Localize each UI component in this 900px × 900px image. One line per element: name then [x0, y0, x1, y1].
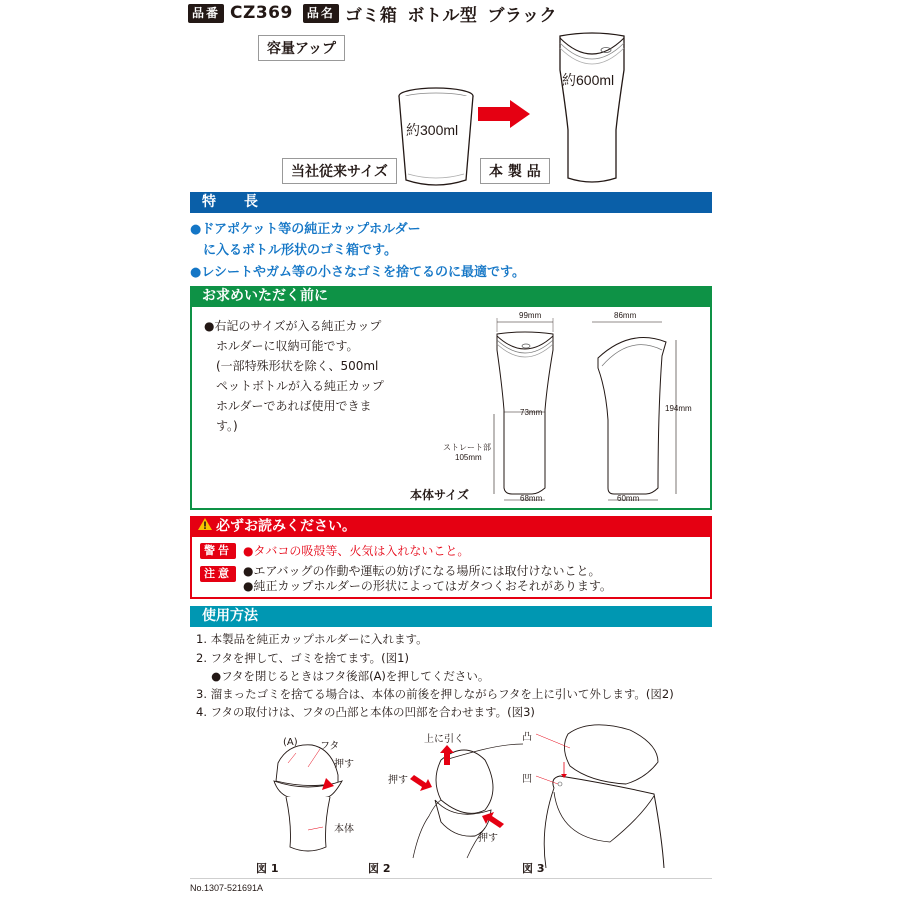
fig3-annotation-convex: 凸	[522, 732, 532, 743]
fig2-annotation-push-right: 押す	[478, 833, 498, 844]
caution-line-1: ●エアバッグの作動や運転の妨げになる場所には取付けないこと。	[243, 564, 601, 578]
feature-line-2: に入るボトル形状のゴミ箱です。	[190, 243, 397, 258]
figure-1-label: 図 1	[256, 862, 279, 875]
dim-front-top: 99mm	[519, 311, 542, 320]
notice-heading-text: 必ずお読みください。	[216, 518, 356, 535]
usage-header: 使用方法	[190, 606, 712, 627]
usage-step-2: 2. フタを押して、ゴミを捨てます。(図1)	[196, 651, 409, 665]
new-bottle-illustration	[556, 30, 628, 186]
product-title	[188, 2, 561, 24]
dim-front-mid: 73mm	[520, 408, 543, 417]
product-name-1: ゴミ箱	[344, 5, 398, 26]
purchase-note-line: ホルダーであれば使用できま	[204, 399, 372, 413]
fig1-annotation-body: 本体	[334, 824, 354, 835]
figure-2-label: 図 2	[368, 862, 391, 875]
fig1-annotation-a: (A)	[283, 737, 298, 748]
body-size-caption: 本体サイズ	[410, 488, 470, 502]
dim-side-bottom: 60mm	[617, 494, 640, 503]
fig2-annotation-push-left: 押す	[388, 775, 408, 786]
usage-step-3: 3. 溜まったゴミを捨てる場合は、本体の前後を押しながらフタを上に引いて外します。(図2)	[196, 687, 674, 701]
purchase-notes	[204, 316, 384, 436]
figure-3-illustration	[530, 718, 680, 868]
push-arrow-icon	[482, 812, 504, 830]
usage-step-4: 4. フタの取付けは、フタの凸部と本体の凹部を合わせます。(図3)	[196, 705, 535, 719]
purchase-note-line: ペットボトルが入る純正カップ	[204, 379, 384, 393]
new-product-label: 本 製 品	[480, 158, 550, 184]
figure-2-illustration	[405, 740, 525, 860]
warning-text: ●タバコの吸殻等、火気は入れないこと。	[243, 544, 470, 558]
feature-line-1: ●ドアポケット等の純正カップホルダー	[190, 222, 421, 237]
usage-step-1: 1. 本製品を純正カップホルダーに入れます。	[196, 632, 428, 646]
usage-step-2-note: ●フタを閉じるときはフタ後部(A)を押してください。	[196, 669, 490, 683]
purchase-note-line: ●右記のサイズが入る純正カップ	[204, 319, 382, 333]
dim-side-top: 86mm	[614, 311, 637, 320]
caution-line-2: ●純正カップホルダーの形状によってはガタつくおそれがあります。	[243, 579, 612, 593]
code-tag: 品番	[188, 4, 224, 23]
arrow-right-icon	[478, 100, 530, 128]
purchase-note-line: ホルダーに収納可能です。	[204, 339, 359, 353]
warning-triangle-icon	[198, 516, 212, 537]
fig3-annotation-concave: 凹	[522, 774, 532, 785]
push-arrow-icon	[320, 772, 340, 792]
product-name-2: ボトル型	[407, 5, 478, 26]
fig1-annotation-lid: フタ	[320, 741, 340, 752]
features-header: 特 長	[190, 192, 712, 213]
document-number: No.1307-521691A	[190, 883, 264, 893]
product-code: CZ369	[230, 3, 293, 23]
dim-straight-label: ストレート部	[443, 443, 491, 452]
capacity-up-label: 容量アップ	[258, 35, 345, 61]
notice-header	[190, 516, 712, 537]
purchase-note-line: す。)	[204, 419, 238, 433]
old-volume: 約300ml	[406, 122, 459, 138]
feature-line-3: ●レシートやガム等の小さなゴミを捨てるのに最適です。	[190, 265, 525, 280]
figure-3-label: 図 3	[522, 862, 545, 875]
warning-badge: 警告	[200, 543, 236, 559]
dim-height: 194mm	[665, 404, 692, 413]
footer-divider	[190, 878, 712, 879]
old-size-label: 当社従来サイズ	[282, 158, 397, 184]
push-arrow-icon	[410, 773, 432, 791]
new-volume: 約600ml	[562, 72, 615, 88]
product-name-3: ブラック	[487, 5, 557, 26]
fig1-annotation-push: 押す	[334, 759, 354, 770]
caution-badge: 注意	[200, 566, 236, 582]
before-purchase-header: お求めいただく前に	[190, 286, 712, 307]
name-tag: 品名	[303, 4, 339, 23]
pull-up-arrow-icon	[440, 745, 454, 765]
fig2-annotation-pull: 上に引く	[424, 734, 464, 745]
dim-straight-height: 105mm	[455, 453, 482, 462]
dim-front-bottom: 68mm	[520, 494, 543, 503]
figure-1-illustration	[268, 735, 358, 855]
purchase-note-line: (一部特殊形状を除く、500ml	[204, 359, 379, 373]
